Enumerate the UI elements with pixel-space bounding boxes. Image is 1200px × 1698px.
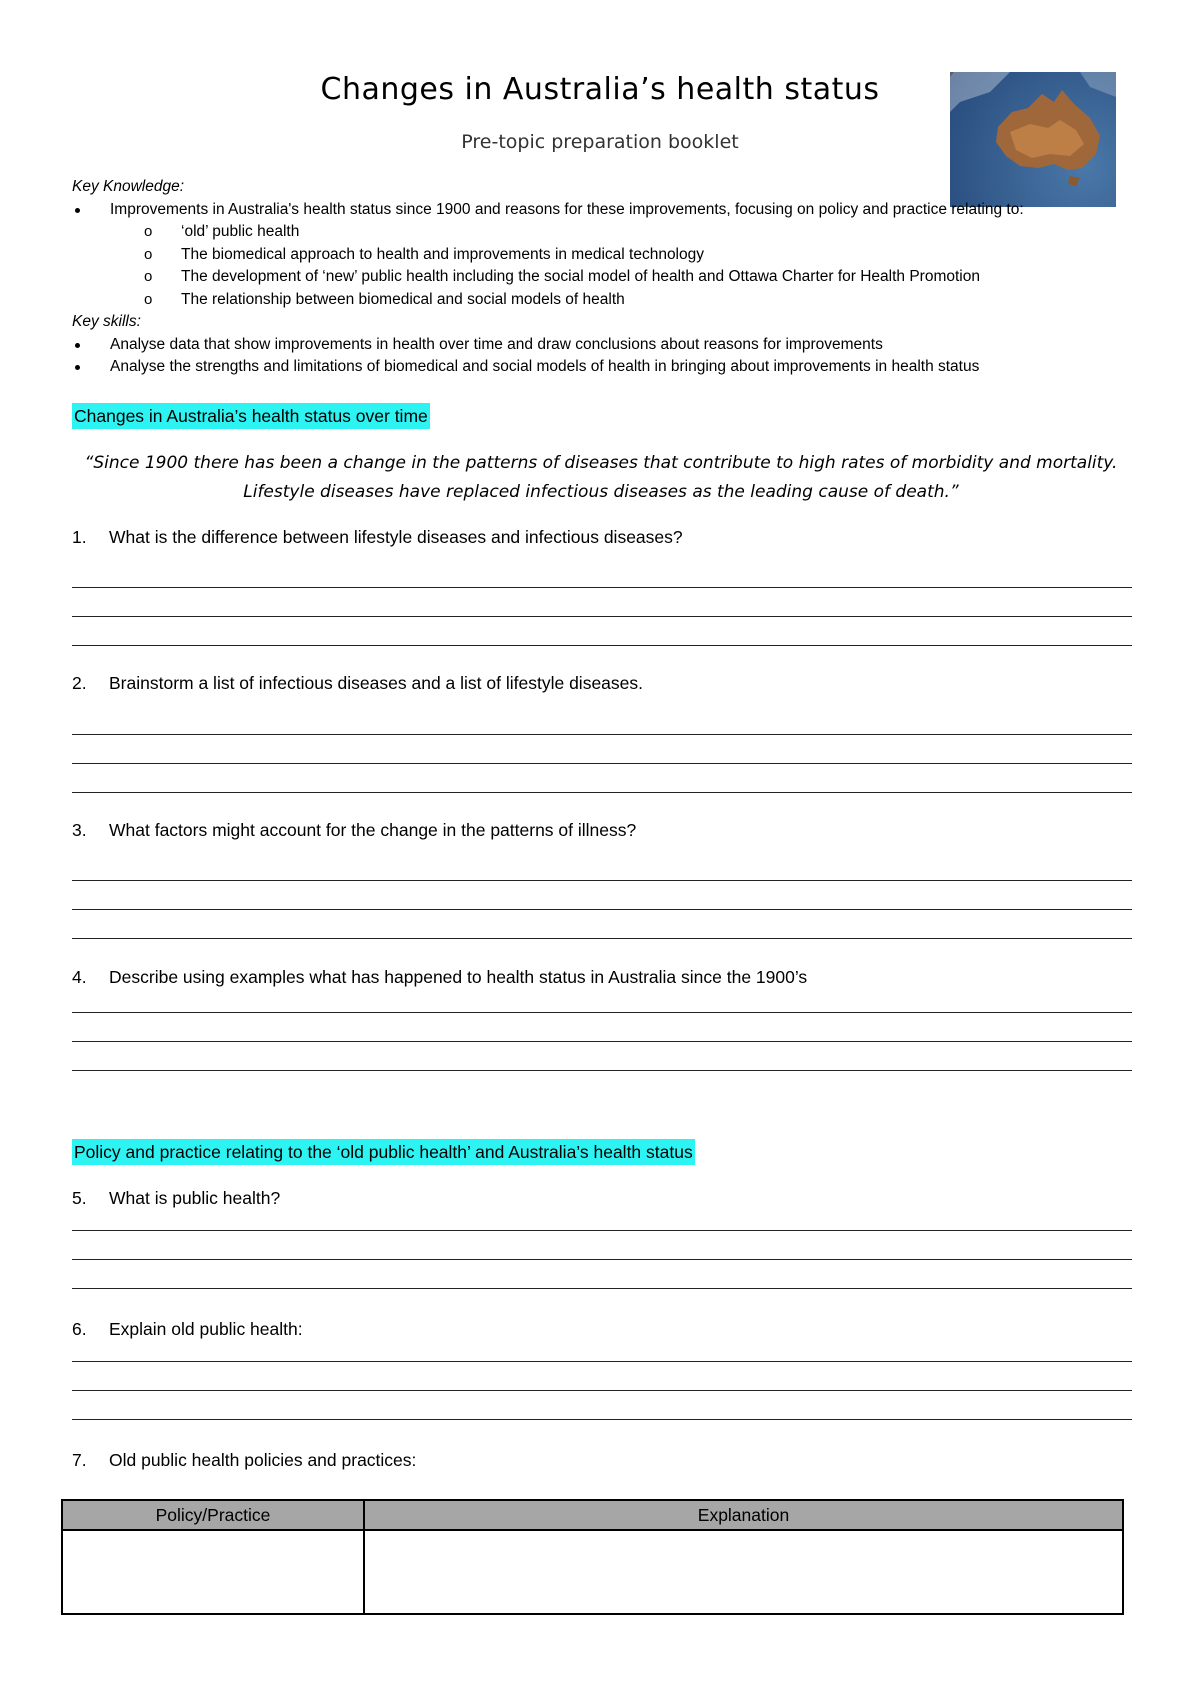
- answer-line[interactable]: [72, 1361, 1132, 1362]
- page-title: Changes in Australia’s health status: [320, 72, 880, 107]
- section-heading-old-public-health: Policy and practice relating to the ‘old public health’ and Australia’s health status: [72, 1139, 695, 1165]
- question-3: [72, 818, 636, 842]
- question-4: [72, 965, 807, 989]
- answer-line[interactable]: [72, 909, 1132, 910]
- table-header-policy: Policy/Practice: [62, 1500, 364, 1530]
- answer-line[interactable]: [72, 587, 1132, 588]
- table-header-explanation: Explanation: [364, 1500, 1123, 1530]
- quote-line: “Since 1900 there has been a change in the patterns of diseases that contribute to high rates of morbidity and mortality.: [84, 453, 1118, 473]
- question-text: Describe using examples what has happened to health status in Australia since the 1900’s: [109, 967, 808, 987]
- question-text: Brainstorm a list of infectious diseases and a list of lifestyle diseases.: [109, 673, 643, 693]
- policy-practice-table: [61, 1499, 1124, 1615]
- question-number: 2.: [72, 673, 87, 693]
- answer-line[interactable]: [72, 1390, 1132, 1391]
- question-1: [72, 525, 683, 549]
- answer-line[interactable]: [72, 1070, 1132, 1071]
- answer-line[interactable]: [72, 792, 1132, 793]
- answer-line[interactable]: [72, 1259, 1132, 1260]
- question-number: 1.: [72, 527, 87, 547]
- key-knowledge-sub-item: o The biomedical approach to health and improvements in medical technology: [72, 244, 1132, 267]
- key-skills-heading: Key skills:: [72, 313, 141, 330]
- table-header-row: [62, 1500, 1123, 1530]
- question-2: [72, 671, 643, 695]
- question-text: What factors might account for the change in the patterns of illness?: [109, 820, 637, 840]
- key-knowledge-sub-item: o ‘old’ public health: [72, 221, 1132, 244]
- answer-line[interactable]: [72, 938, 1132, 939]
- question-6: [72, 1317, 303, 1341]
- question-number: 4.: [72, 967, 87, 987]
- key-knowledge-sub-item: o The development of ‘new’ public health including the social model of health and Ottawa Charter for Health Promotion: [72, 266, 1132, 289]
- key-skill-item: Analyse the strengths and limitations of biomedical and social models of health in bringing about improvements in health status: [72, 356, 1132, 379]
- table-row: [62, 1530, 1123, 1614]
- question-text: Old public health policies and practices:: [109, 1450, 417, 1470]
- question-number: 6.: [72, 1319, 87, 1339]
- question-text: What is public health?: [109, 1188, 281, 1208]
- question-text: What is the difference between lifestyle diseases and infectious diseases?: [109, 527, 683, 547]
- question-5: [72, 1186, 280, 1210]
- question-number: 7.: [72, 1450, 87, 1470]
- key-knowledge-heading: Key Knowledge:: [72, 178, 185, 195]
- answer-line[interactable]: [72, 1288, 1132, 1289]
- explanation-cell[interactable]: [364, 1530, 1123, 1614]
- page-subtitle: Pre-topic preparation booklet: [461, 131, 739, 153]
- answer-line[interactable]: [72, 645, 1132, 646]
- answer-line[interactable]: [72, 1041, 1132, 1042]
- key-skill-item: Analyse data that show improvements in health over time and draw conclusions about reasons for improvements: [72, 334, 1132, 357]
- answer-line[interactable]: [72, 616, 1132, 617]
- question-number: 3.: [72, 820, 87, 840]
- question-number: 5.: [72, 1188, 87, 1208]
- key-knowledge-bullet: Improvements in Australia's health status since 1900 and reasons for these improvements, focusing on policy and practice relating to:: [72, 199, 1132, 222]
- question-text: Explain old public health:: [109, 1319, 303, 1339]
- key-knowledge-sub-item: o The relationship between biomedical and social models of health: [72, 289, 1132, 312]
- answer-line[interactable]: [72, 734, 1132, 735]
- answer-line[interactable]: [72, 880, 1132, 881]
- section-heading-health-status: Changes in Australia’s health status over time: [72, 403, 430, 429]
- question-7: [72, 1448, 416, 1472]
- answer-line[interactable]: [72, 1419, 1132, 1420]
- answer-line[interactable]: [72, 1012, 1132, 1013]
- quote: [72, 449, 1130, 507]
- policy-cell[interactable]: [62, 1530, 364, 1614]
- answer-line[interactable]: [72, 1230, 1132, 1231]
- quote-line: Lifestyle diseases have replaced infectious diseases as the leading cause of death.”: [243, 482, 959, 502]
- answer-line[interactable]: [72, 763, 1132, 764]
- key-knowledge-section: [72, 176, 1132, 379]
